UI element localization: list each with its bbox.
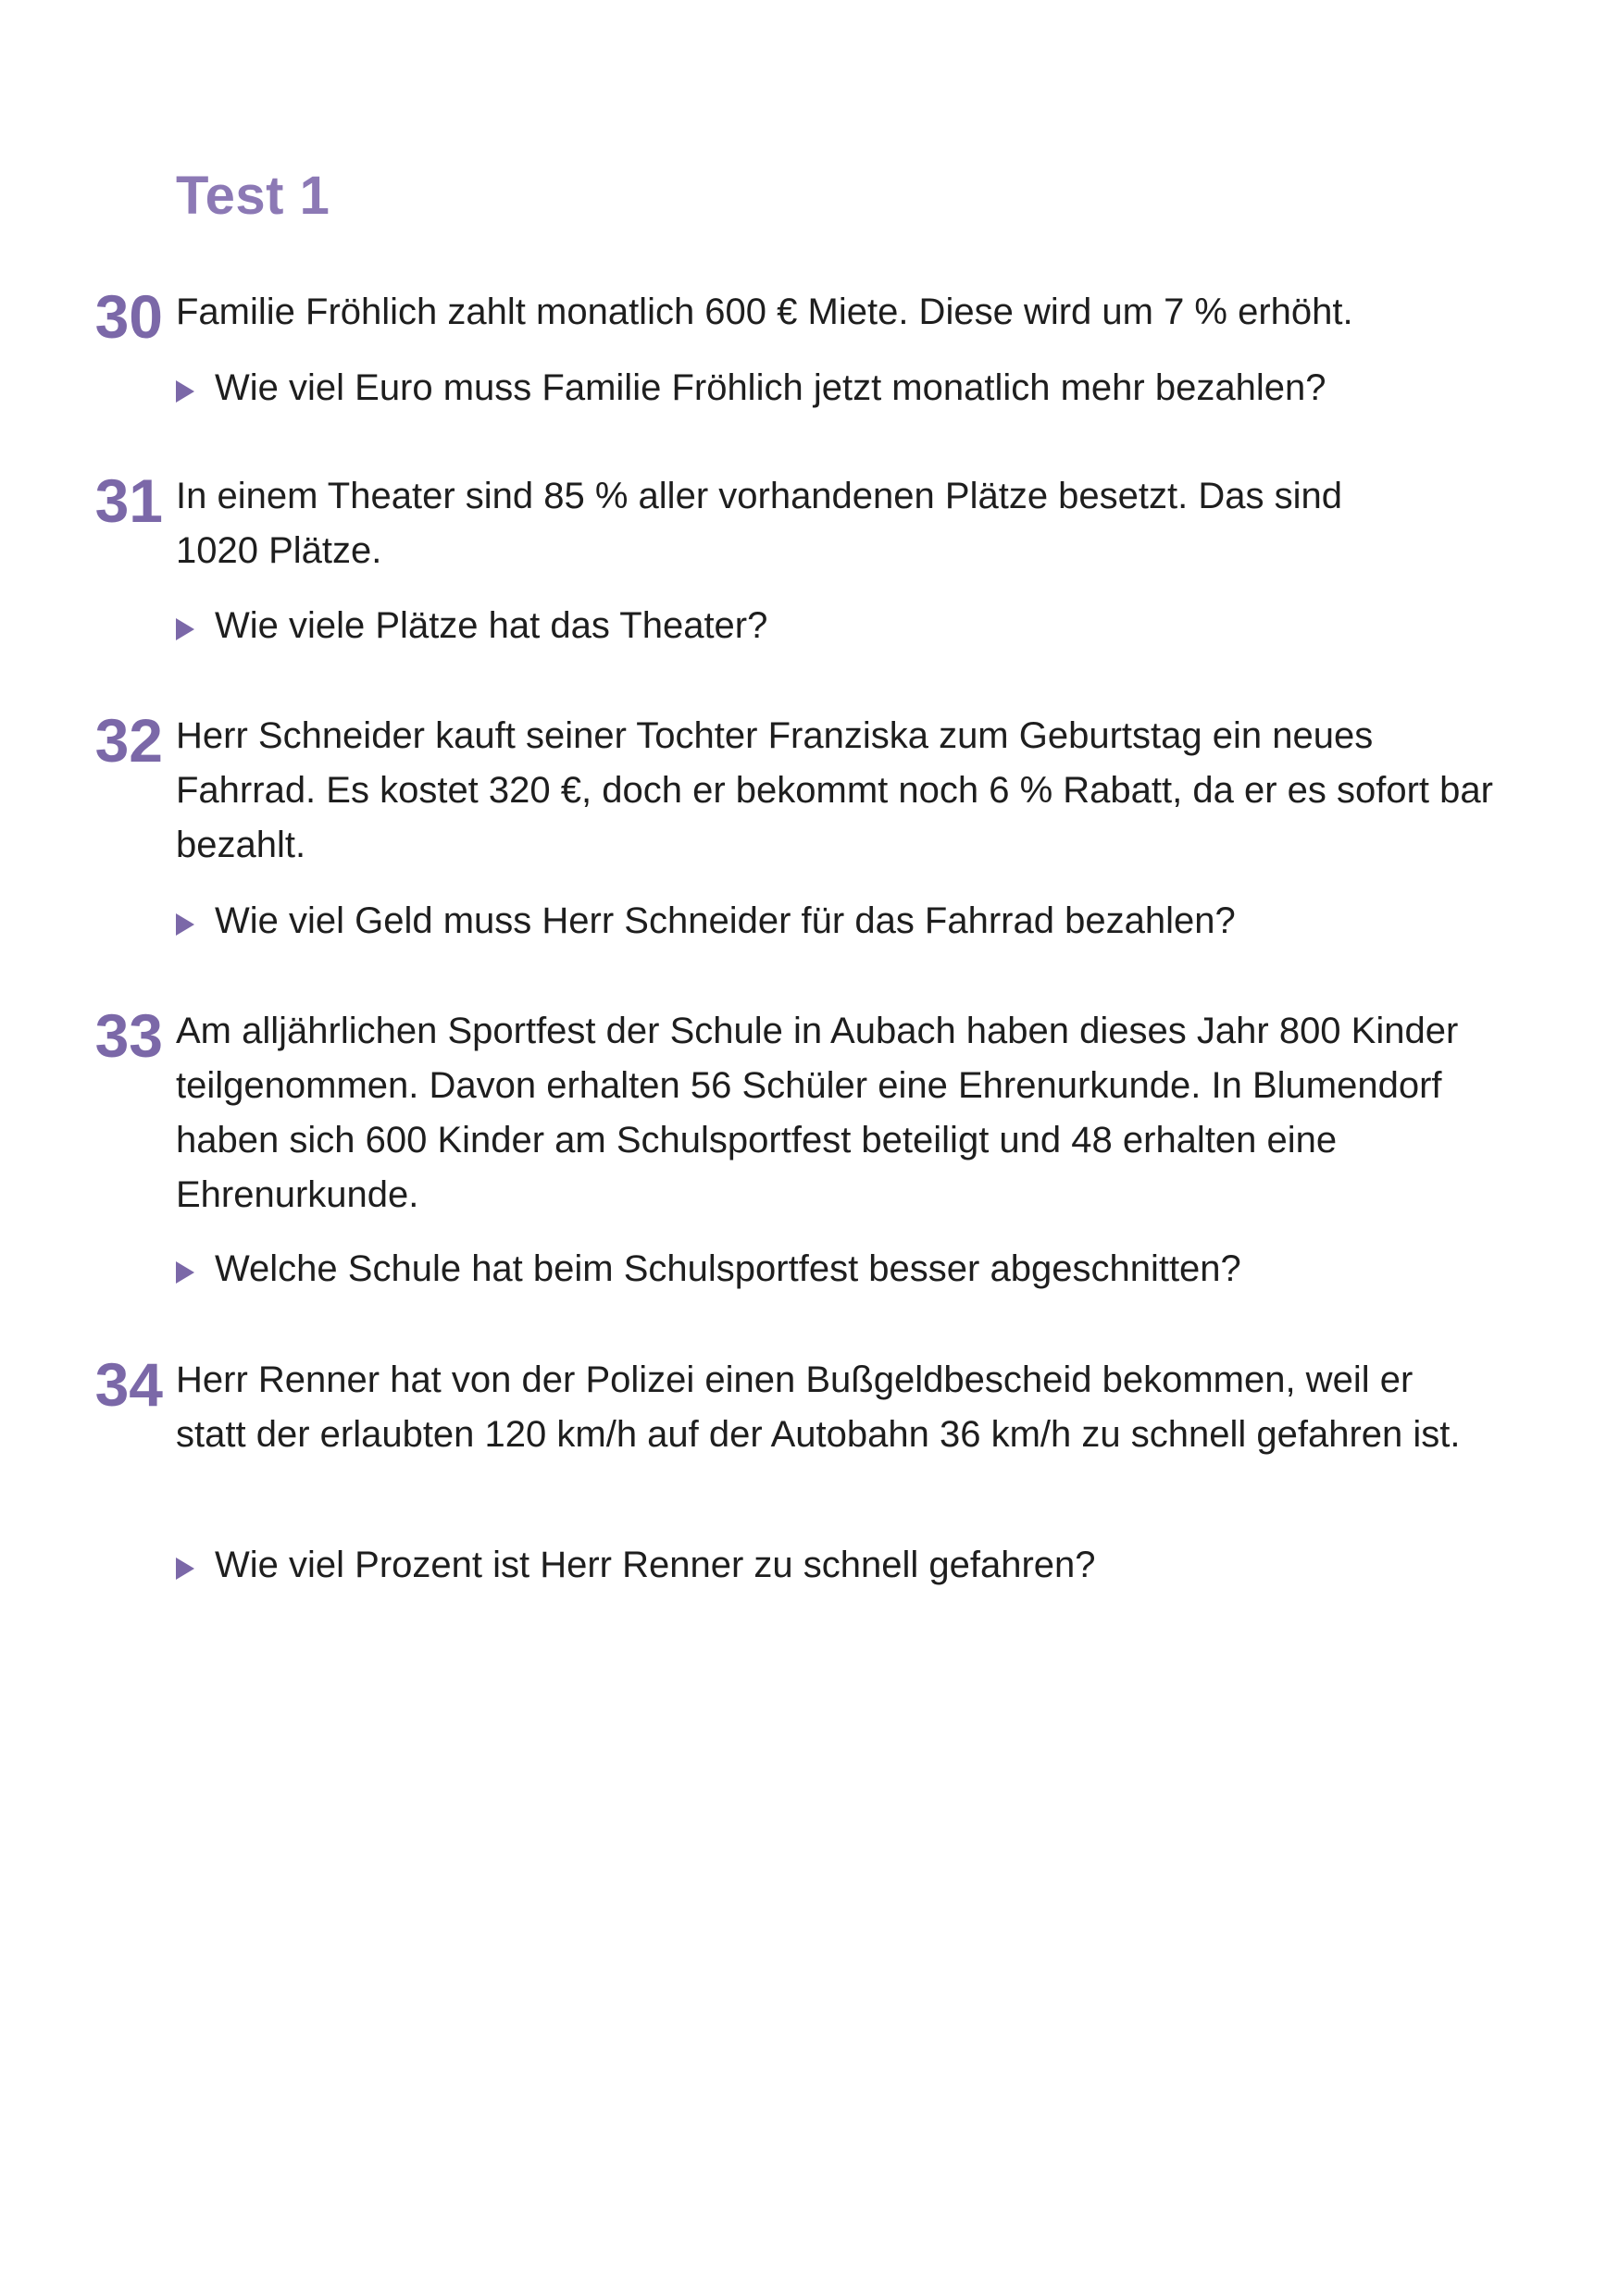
task-number: 32 — [94, 706, 163, 775]
task-question — [176, 599, 1509, 653]
task-question — [176, 894, 1509, 949]
task-question — [176, 361, 1509, 416]
triangle-bullet-icon — [176, 1558, 194, 1580]
task-question — [176, 1538, 1509, 1593]
task-text: Familie Fröhlich zahlt monatlich 600 € Miete. Diese wird um 7 % erhöht. — [176, 292, 1353, 332]
triangle-bullet-icon — [176, 618, 194, 640]
task-question-text: Wie viel Euro muss Familie Fröhlich jetzt monatlich mehr bezahlen? — [215, 367, 1326, 408]
task-text: Herr Renner hat von der Polizei einen Bußgeldbescheid bekommen, weil er statt der erlaubten 120 km/h auf der Autobahn 36 km/h zu schnell gefahren ist. — [176, 1359, 1461, 1455]
task-number: 34 — [94, 1350, 163, 1419]
triangle-bullet-icon — [176, 1261, 194, 1284]
task-text: In einem Theater sind 85 % aller vorhandenen Plätze besetzt. Das sind 1020 Plätze. — [176, 476, 1342, 571]
task-question-text: Wie viele Plätze hat das Theater? — [215, 605, 768, 646]
task-number: 30 — [94, 282, 163, 351]
task-question-text: Wie viel Prozent ist Herr Renner zu schnell gefahren? — [215, 1545, 1096, 1585]
task-question — [176, 1242, 1509, 1297]
task-number: 33 — [94, 1001, 163, 1070]
task-text: Am alljährlichen Sportfest der Schule in Aubach haben dieses Jahr 800 Kinder teilgenommen. Davon erhalten 56 Schüler eine Ehrenurkunde. In Blumendorf haben sich 600 Kinder am Schulsportfest beteiligt und 48 erhalten eine Ehrenurkunde. — [176, 1011, 1459, 1215]
triangle-bullet-icon — [176, 913, 194, 936]
task-number: 31 — [94, 466, 163, 535]
triangle-bullet-icon — [176, 380, 194, 403]
page-title: Test 1 — [176, 166, 330, 226]
task-question-text: Wie viel Geld muss Herr Schneider für das Fahrrad bezahlen? — [215, 900, 1236, 941]
task-text: Herr Schneider kauft seiner Tochter Franziska zum Geburtstag ein neues Fahrrad. Es kostet 320 €, doch er bekommt noch 6 % Rabatt, da er es sofort bar bezahlt. — [176, 715, 1493, 865]
task-question-text: Welche Schule hat beim Schulsportfest besser abgeschnitten? — [215, 1248, 1241, 1289]
